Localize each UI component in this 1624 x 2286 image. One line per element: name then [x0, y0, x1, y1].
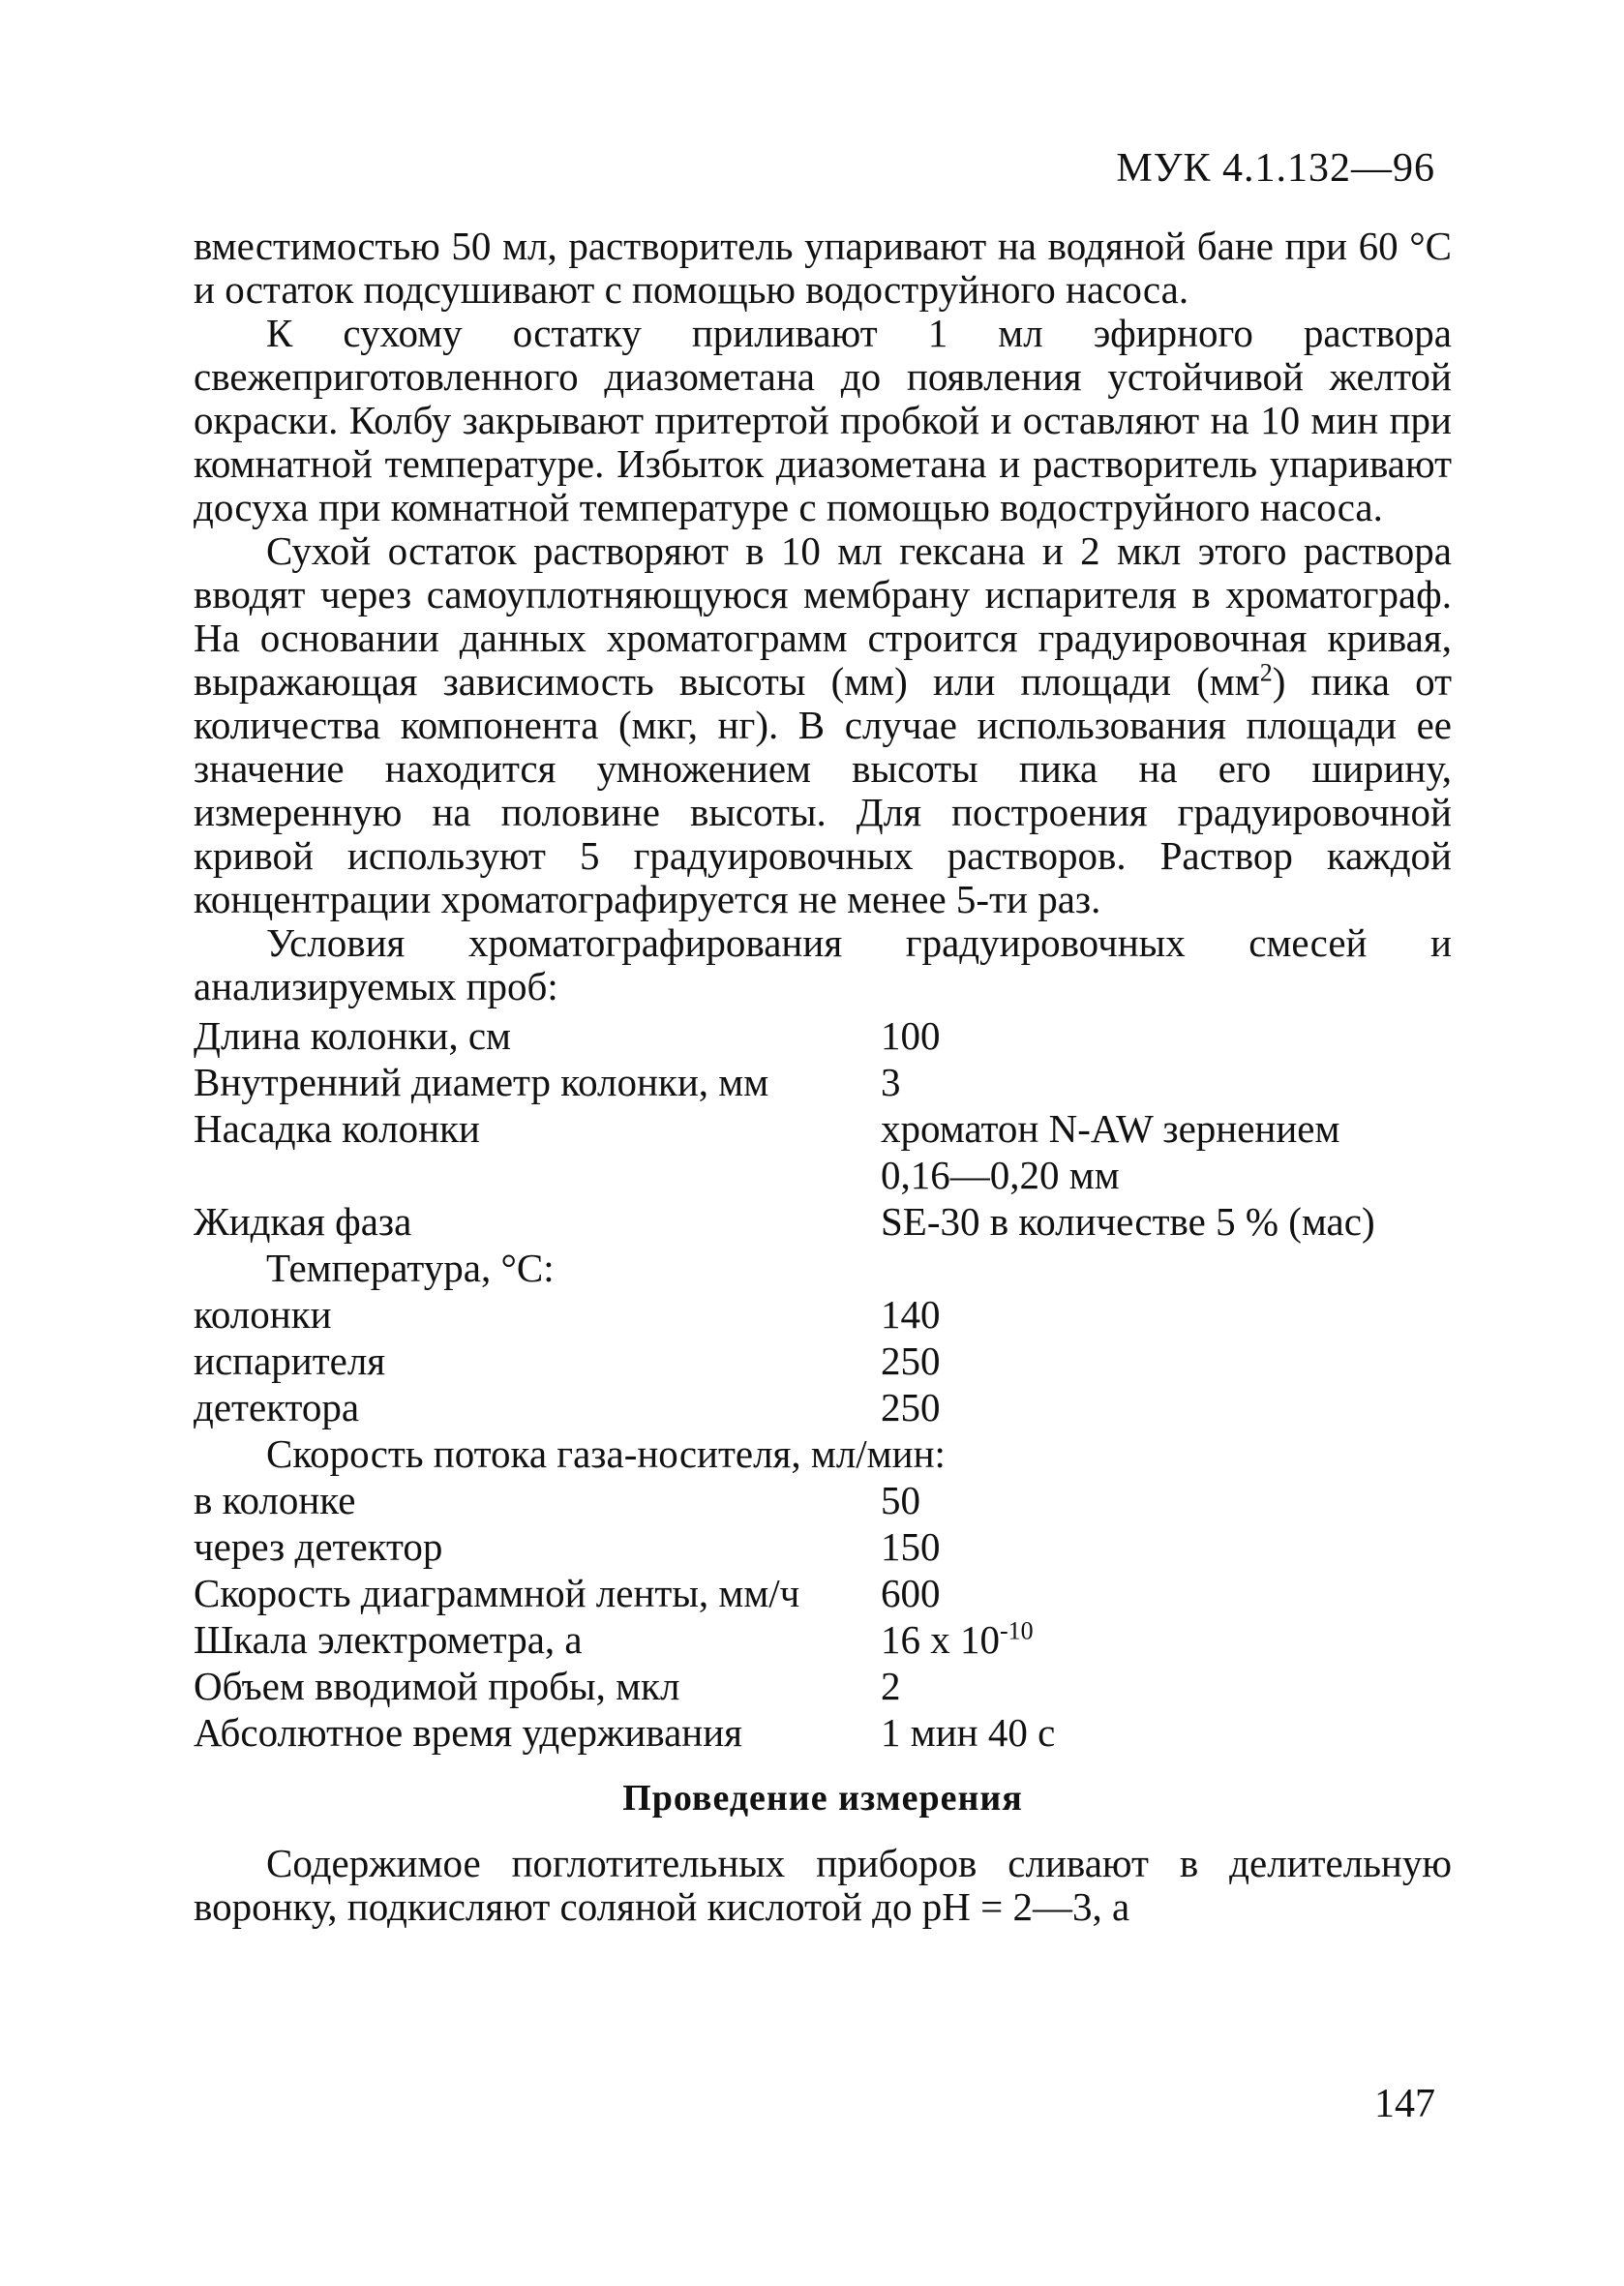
condition-label: Длина колонки, см: [194, 1013, 511, 1058]
conditions-row: [194, 1198, 1452, 1245]
conditions-row: [194, 1663, 1452, 1709]
section-heading: Проведение измерения: [622, 1778, 1023, 1819]
condition-value: 250: [881, 1385, 941, 1429]
condition-label: Жидкая фаза: [194, 1199, 412, 1244]
condition-value: 100: [881, 1013, 941, 1058]
conditions-row: [194, 1523, 1452, 1570]
condition-label: Абсолютное время удерживания: [194, 1710, 743, 1755]
condition-label: испарителя: [194, 1339, 386, 1383]
paragraph-calibration-text-b: ) пика от количества компонента (мкг, нг). В случае использования площади ее значение находится умножением высоты пика на его ширину, измеренную на половине высоты. Для построения градуировочной кривой используют 5 градуировочных растворов. Раствор каждой концентрации хроматографируется не менее 5-ти раз.: [194, 659, 1452, 921]
conditions-row: [194, 1059, 1452, 1105]
conditions-table: [194, 1012, 1452, 1756]
condition-label: колонки: [194, 1292, 332, 1337]
superscript-squared: 2: [1259, 658, 1273, 687]
condition-value: 50: [881, 1478, 920, 1522]
condition-label: через детектор: [194, 1524, 443, 1569]
paragraph-calibration-text-a: Сухой остаток растворяют в 10 мл гексана и 2 мкл этого раствора вводят через самоуплотняющуюся мембрану испарителя в хроматограф. На основании данных хроматограмм строится градуировочная кривая, выражающая зависимость высоты (мм) или площади (мм: [194, 528, 1452, 704]
conditions-row: [194, 1570, 1452, 1616]
page-number: 147: [1374, 2082, 1435, 2126]
condition-value: 1 мин 40 с: [881, 1710, 1056, 1755]
conditions-row: [194, 1245, 1452, 1291]
electrometer-value-base: 16 x 10: [881, 1617, 1000, 1662]
temperature-heading: Температура, °С:: [266, 1246, 555, 1290]
paragraph-calibration: [194, 529, 1452, 921]
condition-value: 2: [881, 1664, 901, 1708]
condition-label: Скорость диаграммной ленты, мм/ч: [194, 1571, 800, 1615]
condition-value: 140: [881, 1292, 941, 1337]
packing-value-line1: хроматон N-AW зернением: [881, 1106, 1340, 1151]
conditions-row: [194, 1616, 1452, 1663]
electrometer-value-exponent: -10: [1000, 1616, 1034, 1645]
condition-label: Насадка колонки: [194, 1106, 480, 1151]
condition-value: 150: [881, 1524, 941, 1569]
condition-label: Шкала электрометра, а: [194, 1617, 583, 1662]
condition-label: Объем вводимой пробы, мкл: [194, 1664, 680, 1708]
conditions-row: [194, 1105, 1452, 1198]
flow-heading: Скорость потока газа-носителя, мл/мин:: [266, 1431, 946, 1476]
conditions-row: [194, 1338, 1452, 1384]
paragraph-diazomethane: К сухому остатку приливают 1 мл эфирного раствора свежеприготовленного диазометана до появления устойчивой желтой окраски. Колбу закрывают притертой пробкой и оставляют на 10 мин при комнатной температуре. Избыток диазометана и растворитель упаривают досуха при комнатной температуре с помощью водоструйного насоса.: [194, 311, 1452, 529]
conditions-row: [194, 1384, 1452, 1430]
conditions-intro: Условия хроматографирования градуировочных смесей и анализируемых проб:: [194, 920, 1452, 1008]
condition-label: Внутренний диаметр колонки, мм: [194, 1060, 769, 1104]
condition-value: [881, 1105, 1452, 1198]
page-content: [194, 225, 1452, 1929]
packing-value-line2: 0,16—0,20 мм: [881, 1153, 1120, 1197]
paragraph-measurement: Содержимое поглотительных приборов сливают в делительную воронку, подкисляют соляной кислотой до pH = 2—3, а: [194, 1841, 1452, 1929]
document-code-header: МУК 4.1.132—96: [1116, 146, 1435, 191]
condition-value: 600: [881, 1571, 941, 1615]
condition-value: 250: [881, 1339, 941, 1383]
conditions-row: [194, 1430, 1452, 1477]
condition-label: детектора: [194, 1385, 360, 1429]
conditions-row: [194, 1477, 1452, 1523]
conditions-row: [194, 1291, 1452, 1338]
paragraph-continuation: вместимостью 50 мл, растворитель упаривают на водяной бане при 60 °С и остаток подсушивают с помощью водоструйного насоса.: [194, 224, 1452, 312]
condition-value: 3: [881, 1060, 901, 1104]
condition-value: SE-30 в количестве 5 % (мас): [881, 1199, 1375, 1244]
condition-value: [881, 1616, 1452, 1663]
conditions-row: [194, 1012, 1452, 1059]
conditions-row: [194, 1709, 1452, 1756]
condition-label: в колонке: [194, 1478, 356, 1522]
